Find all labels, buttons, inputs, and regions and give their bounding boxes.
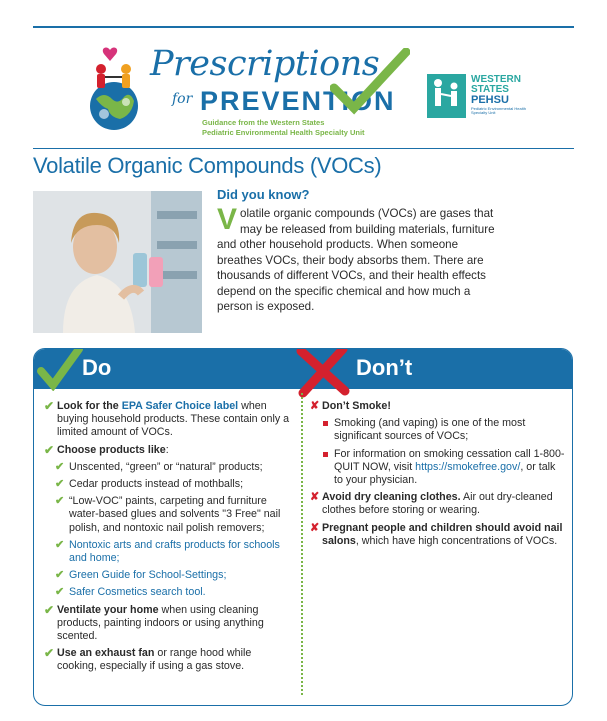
brand-line-2: PREVENTION <box>200 86 396 116</box>
item-bold: Don’t Smoke! <box>322 400 391 412</box>
header-divider <box>33 148 574 149</box>
brand-subtitle-2: Pediatric Environmental Health Specialty Unit <box>202 128 365 137</box>
do-check-icon <box>37 348 83 391</box>
do-column <box>44 400 294 678</box>
sub-list-item <box>44 495 294 535</box>
item-text: For information on smoking cessation call 1-800-QUIT NOW, visit <box>334 447 565 473</box>
item-text: when buying household products. These contain only a limited amount of VOCs. <box>57 400 290 439</box>
check-icon: ✔ <box>44 399 55 413</box>
item-text: when using cleaning products, painting indoors or using anything scented. <box>57 603 264 643</box>
top-rule <box>33 26 574 28</box>
do-dont-panel <box>33 348 573 706</box>
drop-cap: V <box>217 203 238 236</box>
check-icon: ✔ <box>55 538 65 551</box>
intro-paragraph <box>217 203 500 315</box>
item-text: “Low-VOC” paints, carpeting and furniture water-based glues and solvents "3 Free" nail polish, and nontoxic nail polish removers; <box>69 495 281 534</box>
list-item <box>44 604 294 644</box>
smokefree-link[interactable]: https://smokefree.gov/ <box>415 460 521 473</box>
pehsu-line-4: Pediatric Environmental Health Specialty Unit <box>471 106 526 115</box>
item-text: Cedar products instead of mothballs; <box>69 478 244 491</box>
x-icon: ✘ <box>310 491 320 504</box>
item-text: Air out dry-cleaned clothes before storing or wearing. <box>322 491 553 517</box>
item-bold: Look for the <box>57 400 122 412</box>
check-icon: ✔ <box>55 569 65 582</box>
sub-list-item <box>44 569 294 582</box>
shopper-photo <box>33 191 202 333</box>
x-icon: ✘ <box>310 400 320 412</box>
list-item <box>44 444 294 457</box>
sub-list-item <box>309 417 567 443</box>
bullet-square-icon <box>323 452 328 457</box>
check-icon: ✔ <box>55 495 65 508</box>
item-bold: Pregnant people and children should avoid nail salons <box>322 521 563 547</box>
globe-kids-logo <box>78 44 150 134</box>
sub-list-item <box>309 448 567 488</box>
item-text: , which have high concentrations of VOCs. <box>355 534 558 547</box>
check-mark-icon <box>330 48 410 118</box>
item-bold: Ventilate your home <box>57 603 159 616</box>
nontoxic-arts-link[interactable]: Nontoxic arts and crafts products for schools and home; <box>69 538 280 565</box>
item-bold: Use an exhaust fan <box>57 647 155 660</box>
brand-subtitle-1: Guidance from the Western States <box>202 118 325 127</box>
safer-cosmetics-link[interactable]: Safer Cosmetics search tool. <box>69 586 206 599</box>
green-guide-link[interactable]: Green Guide for School-Settings; <box>69 569 227 582</box>
list-item <box>44 400 294 440</box>
column-divider <box>301 393 303 695</box>
list-item <box>44 647 294 673</box>
dont-x-icon <box>295 348 351 399</box>
pehsu-logo <box>427 74 537 120</box>
item-text: Unscented, “green” or “natural” products; <box>69 460 263 473</box>
check-icon: ✔ <box>55 478 65 491</box>
item-text: , or talk to your physician. <box>334 460 556 487</box>
intro-text: olatile organic compounds (VOCs) are gases that may be released from building materials, furniture and other household products. When someone breathes VOCs, their body absorbs them. There are thousands of different VOCs, and their health effects depend on the specific chemical and how much a person is exposed. <box>217 207 495 313</box>
check-icon: ✔ <box>55 586 65 599</box>
check-icon: ✔ <box>55 460 65 473</box>
pehsu-line-3: PEHSU <box>471 94 509 106</box>
pehsu-line-1: WESTERN <box>471 74 521 85</box>
sub-list-item <box>44 586 294 599</box>
sub-list-item <box>44 478 294 491</box>
check-icon: ✔ <box>44 602 55 617</box>
pehsu-family-icon <box>427 74 466 118</box>
brand-subtitle <box>202 118 422 138</box>
page-title: Volatile Organic Compounds (VOCs) <box>33 153 382 178</box>
do-heading: Do <box>82 355 112 380</box>
x-icon: ✘ <box>310 521 320 534</box>
brand-line-1: Prescriptions <box>150 44 380 84</box>
dont-column <box>309 400 567 552</box>
check-icon: ✔ <box>44 442 55 457</box>
pehsu-line-2: STATES <box>471 84 509 95</box>
epa-safer-choice-link[interactable]: EPA Safer Choice label <box>121 400 239 412</box>
check-icon: ✔ <box>44 646 55 661</box>
list-item <box>309 400 567 413</box>
item-text: : <box>165 443 169 456</box>
bullet-square-icon <box>323 421 328 426</box>
item-bold: Choose products like <box>57 443 166 456</box>
did-you-know-heading: Did you know? <box>217 187 310 202</box>
item-text: or range hood while cooking, especially if using a gas stove. <box>57 647 252 673</box>
list-item <box>309 522 567 548</box>
brand-for: for <box>172 91 193 107</box>
sub-list-item <box>44 539 294 565</box>
item-text: Smoking (and vaping) is one of the most significant sources of VOCs; <box>334 417 526 443</box>
dont-heading: Don’t <box>356 355 413 380</box>
sub-list-item <box>44 461 294 474</box>
list-item <box>309 491 567 517</box>
item-bold: Avoid dry cleaning clothes. <box>322 491 461 504</box>
